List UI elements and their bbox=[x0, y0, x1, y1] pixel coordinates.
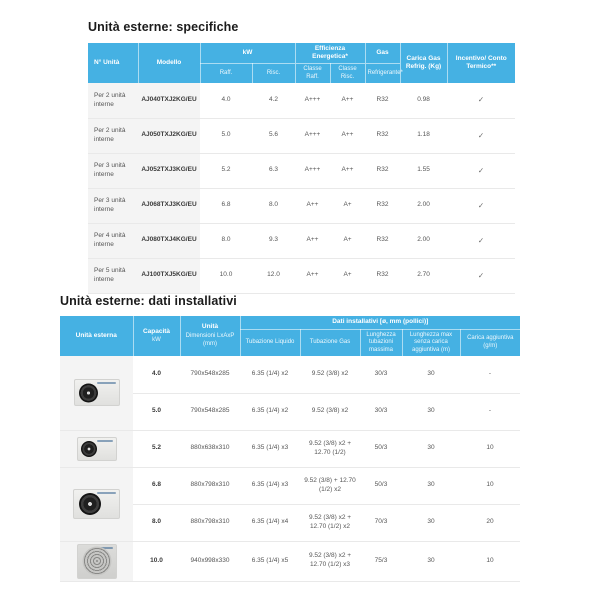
cell-model: AJ100TXJ5KG/EU bbox=[138, 258, 200, 293]
specs-section bbox=[88, 20, 515, 294]
cell-incentive-check: ✓ bbox=[447, 223, 515, 258]
cell-gas-pipe: 9.52 (3/8) x2 + 12.70 (1/2) x3 bbox=[300, 541, 360, 581]
cell-dimensions: 880x798x310 bbox=[180, 504, 240, 541]
header-group-install-data: Dati installativi [ø, mm (pollici)] bbox=[240, 316, 520, 329]
cell-max-length-no-charge: 30 bbox=[402, 541, 460, 581]
cell-max-length-no-charge: 30 bbox=[402, 393, 460, 430]
cell-class-heating: A++ bbox=[330, 83, 365, 118]
install-row bbox=[60, 541, 520, 581]
cell-kw-cooling: 6.8 bbox=[200, 188, 252, 223]
header-capacity bbox=[133, 316, 180, 356]
cell-gas-pipe: 9.52 (3/8) x2 bbox=[300, 393, 360, 430]
cell-gas-charge: 2.00 bbox=[400, 188, 447, 223]
cell-additional-charge: 20 bbox=[460, 504, 520, 541]
header-gas-pipe: Tubazione Gas bbox=[300, 329, 360, 356]
cell-kw-cooling: 10.0 bbox=[200, 258, 252, 293]
install-table-header bbox=[60, 316, 520, 356]
spec-row bbox=[88, 188, 515, 223]
cell-refrigerant: R32 bbox=[365, 153, 400, 188]
outdoor-unit-photo-cell bbox=[60, 430, 133, 467]
cell-max-length-no-charge: 30 bbox=[402, 430, 460, 467]
cell-model: AJ050TXJ2KG/EU bbox=[138, 118, 200, 153]
cell-class-heating: A+ bbox=[330, 223, 365, 258]
header-units: N° Unità bbox=[88, 43, 138, 83]
install-row bbox=[60, 430, 520, 467]
cell-indoor-units: Per 2 unità interne bbox=[88, 118, 138, 153]
cell-class-cooling: A++ bbox=[295, 223, 330, 258]
spec-row bbox=[88, 258, 515, 293]
header-group-efficiency: Efficienza Energetica* bbox=[295, 43, 365, 64]
cell-capacity: 4.0 bbox=[133, 356, 180, 393]
cell-indoor-units: Per 2 unità interne bbox=[88, 83, 138, 118]
header-class-heating: Classe Risc. bbox=[330, 64, 365, 84]
header-group-kw: kW bbox=[200, 43, 295, 64]
cell-max-pipe-length: 50/3 bbox=[360, 467, 402, 504]
spec-row bbox=[88, 223, 515, 258]
cell-class-cooling: A++ bbox=[295, 258, 330, 293]
cell-max-pipe-length: 30/3 bbox=[360, 356, 402, 393]
cell-capacity: 8.0 bbox=[133, 504, 180, 541]
unit-accent-stripe bbox=[97, 382, 115, 384]
cell-kw-heating: 8.0 bbox=[252, 188, 295, 223]
unit-fan-icon bbox=[79, 383, 98, 402]
cell-class-heating: A++ bbox=[330, 118, 365, 153]
cell-capacity: 6.8 bbox=[133, 467, 180, 504]
cell-class-cooling: A+++ bbox=[295, 83, 330, 118]
cell-incentive-check: ✓ bbox=[447, 153, 515, 188]
header-dimensions-label: Dimensioni LxAxP (mm) bbox=[185, 332, 235, 348]
cell-incentive-check: ✓ bbox=[447, 118, 515, 153]
specs-table bbox=[88, 43, 515, 294]
cell-incentive-check: ✓ bbox=[447, 83, 515, 118]
outdoor-unit-image bbox=[77, 437, 117, 461]
cell-max-pipe-length: 75/3 bbox=[360, 541, 402, 581]
cell-refrigerant: R32 bbox=[365, 188, 400, 223]
header-additional-charge: Carica aggiuntiva (g/m) bbox=[460, 329, 520, 356]
cell-incentive-check: ✓ bbox=[447, 258, 515, 293]
cell-gas-charge: 1.55 bbox=[400, 153, 447, 188]
cell-dimensions: 880x798x310 bbox=[180, 467, 240, 504]
cell-additional-charge: - bbox=[460, 393, 520, 430]
cell-gas-charge: 1.18 bbox=[400, 118, 447, 153]
cell-liquid-pipe: 6.35 (1/4) x3 bbox=[240, 430, 300, 467]
cell-gas-charge: 2.00 bbox=[400, 223, 447, 258]
cell-class-cooling: A+++ bbox=[295, 153, 330, 188]
cell-kw-heating: 9.3 bbox=[252, 223, 295, 258]
cell-refrigerant: R32 bbox=[365, 83, 400, 118]
cell-class-cooling: A++ bbox=[295, 188, 330, 223]
cell-kw-heating: 5.6 bbox=[252, 118, 295, 153]
header-gas-charge: Carica Gas Refrig. (Kg) bbox=[400, 43, 447, 83]
cell-indoor-units: Per 3 unità interne bbox=[88, 153, 138, 188]
cell-liquid-pipe: 6.35 (1/4) x3 bbox=[240, 467, 300, 504]
header-max-pipe-length: Lunghezza tubazioni massima bbox=[360, 329, 402, 356]
cell-max-pipe-length: 70/3 bbox=[360, 504, 402, 541]
cell-capacity: 5.0 bbox=[133, 393, 180, 430]
spec-row bbox=[88, 83, 515, 118]
header-refrigerant: Refrigerante* bbox=[365, 64, 400, 84]
cell-liquid-pipe: 6.35 (1/4) x2 bbox=[240, 356, 300, 393]
outdoor-unit-image bbox=[74, 379, 120, 406]
cell-additional-charge: 10 bbox=[460, 467, 520, 504]
header-max-length-no-charge: Lunghezza max senza carica aggiuntiva (m) bbox=[402, 329, 460, 356]
cell-kw-heating: 12.0 bbox=[252, 258, 295, 293]
cell-gas-pipe: 9.52 (3/8) + 12.70 (1/2) x2 bbox=[300, 467, 360, 504]
header-liquid-pipe: Tubazione Liquido bbox=[240, 329, 300, 356]
header-model: Modello bbox=[138, 43, 200, 83]
header-unit-label: Unità bbox=[201, 323, 219, 331]
header-class-cooling: Classe Raff. bbox=[295, 64, 330, 84]
cell-incentive-check: ✓ bbox=[447, 188, 515, 223]
cell-refrigerant: R32 bbox=[365, 223, 400, 258]
spec-row bbox=[88, 153, 515, 188]
specs-title: Unità esterne: specifiche bbox=[88, 20, 239, 34]
unit-fan-icon bbox=[79, 493, 101, 515]
outdoor-unit-photo-cell bbox=[60, 356, 133, 430]
cell-max-length-no-charge: 30 bbox=[402, 504, 460, 541]
cell-max-pipe-length: 50/3 bbox=[360, 430, 402, 467]
unit-accent-stripe bbox=[97, 440, 113, 442]
install-row bbox=[60, 467, 520, 504]
cell-class-cooling: A+++ bbox=[295, 118, 330, 153]
outdoor-unit-image bbox=[77, 544, 117, 579]
outdoor-unit-photo-cell bbox=[60, 467, 133, 541]
header-capacity-label: Capacità bbox=[142, 327, 171, 335]
outdoor-unit-image bbox=[73, 489, 120, 519]
cell-capacity: 10.0 bbox=[133, 541, 180, 581]
header-outdoor-unit: Unità esterna bbox=[60, 316, 133, 356]
header-kw-cooling: Raff. bbox=[200, 64, 252, 84]
cell-gas-pipe: 9.52 (3/8) x2 bbox=[300, 356, 360, 393]
cell-dimensions: 940x998x330 bbox=[180, 541, 240, 581]
header-kw-heating: Risc. bbox=[252, 64, 295, 84]
specs-table-header bbox=[88, 43, 515, 83]
cell-gas-pipe: 9.52 (3/8) x2 + 12.70 (1/2) x2 bbox=[300, 504, 360, 541]
cell-model: AJ040TXJ2KG/EU bbox=[138, 83, 200, 118]
header-incentive: Incentivo/ Conto Termico** bbox=[447, 43, 515, 83]
cell-capacity: 5.2 bbox=[133, 430, 180, 467]
cell-gas-pipe: 9.52 (3/8) x2 + 12.70 (1/2) bbox=[300, 430, 360, 467]
cell-model: AJ052TXJ3KG/EU bbox=[138, 153, 200, 188]
cell-liquid-pipe: 6.35 (1/4) x5 bbox=[240, 541, 300, 581]
cell-max-length-no-charge: 30 bbox=[402, 356, 460, 393]
cell-model: AJ068TXJ3KG/EU bbox=[138, 188, 200, 223]
cell-additional-charge: 10 bbox=[460, 541, 520, 581]
install-row bbox=[60, 356, 520, 393]
unit-fan-icon bbox=[82, 547, 111, 576]
spec-row bbox=[88, 118, 515, 153]
cell-max-length-no-charge: 30 bbox=[402, 467, 460, 504]
cell-refrigerant: R32 bbox=[365, 258, 400, 293]
cell-liquid-pipe: 6.35 (1/4) x4 bbox=[240, 504, 300, 541]
cell-class-heating: A+ bbox=[330, 188, 365, 223]
cell-indoor-units: Per 5 unità interne bbox=[88, 258, 138, 293]
cell-kw-heating: 6.3 bbox=[252, 153, 295, 188]
cell-indoor-units: Per 3 unità interne bbox=[88, 188, 138, 223]
cell-refrigerant: R32 bbox=[365, 118, 400, 153]
cell-dimensions: 790x548x285 bbox=[180, 393, 240, 430]
cell-max-pipe-length: 30/3 bbox=[360, 393, 402, 430]
header-capacity-unit: kW bbox=[152, 336, 161, 343]
install-title: Unità esterne: dati installativi bbox=[60, 294, 237, 308]
cell-dimensions: 880x638x310 bbox=[180, 430, 240, 467]
cell-kw-cooling: 8.0 bbox=[200, 223, 252, 258]
install-table bbox=[60, 316, 520, 582]
cell-kw-heating: 4.2 bbox=[252, 83, 295, 118]
outdoor-unit-photo-cell bbox=[60, 541, 133, 581]
header-group-gas: Gas bbox=[365, 43, 400, 64]
cell-model: AJ080TXJ4KG/EU bbox=[138, 223, 200, 258]
cell-additional-charge: - bbox=[460, 356, 520, 393]
cell-kw-cooling: 4.0 bbox=[200, 83, 252, 118]
header-dimensions bbox=[180, 316, 240, 356]
cell-additional-charge: 10 bbox=[460, 430, 520, 467]
cell-dimensions: 790x548x285 bbox=[180, 356, 240, 393]
specs-table-body bbox=[88, 83, 515, 293]
cell-indoor-units: Per 4 unità interne bbox=[88, 223, 138, 258]
cell-kw-cooling: 5.0 bbox=[200, 118, 252, 153]
unit-accent-stripe bbox=[97, 492, 116, 494]
cell-class-heating: A++ bbox=[330, 153, 365, 188]
cell-gas-charge: 2.70 bbox=[400, 258, 447, 293]
cell-kw-cooling: 5.2 bbox=[200, 153, 252, 188]
cell-liquid-pipe: 6.35 (1/4) x2 bbox=[240, 393, 300, 430]
cell-gas-charge: 0.98 bbox=[400, 83, 447, 118]
cell-class-heating: A+ bbox=[330, 258, 365, 293]
install-section bbox=[60, 294, 520, 582]
install-table-body bbox=[60, 356, 520, 581]
unit-fan-icon bbox=[81, 441, 97, 457]
